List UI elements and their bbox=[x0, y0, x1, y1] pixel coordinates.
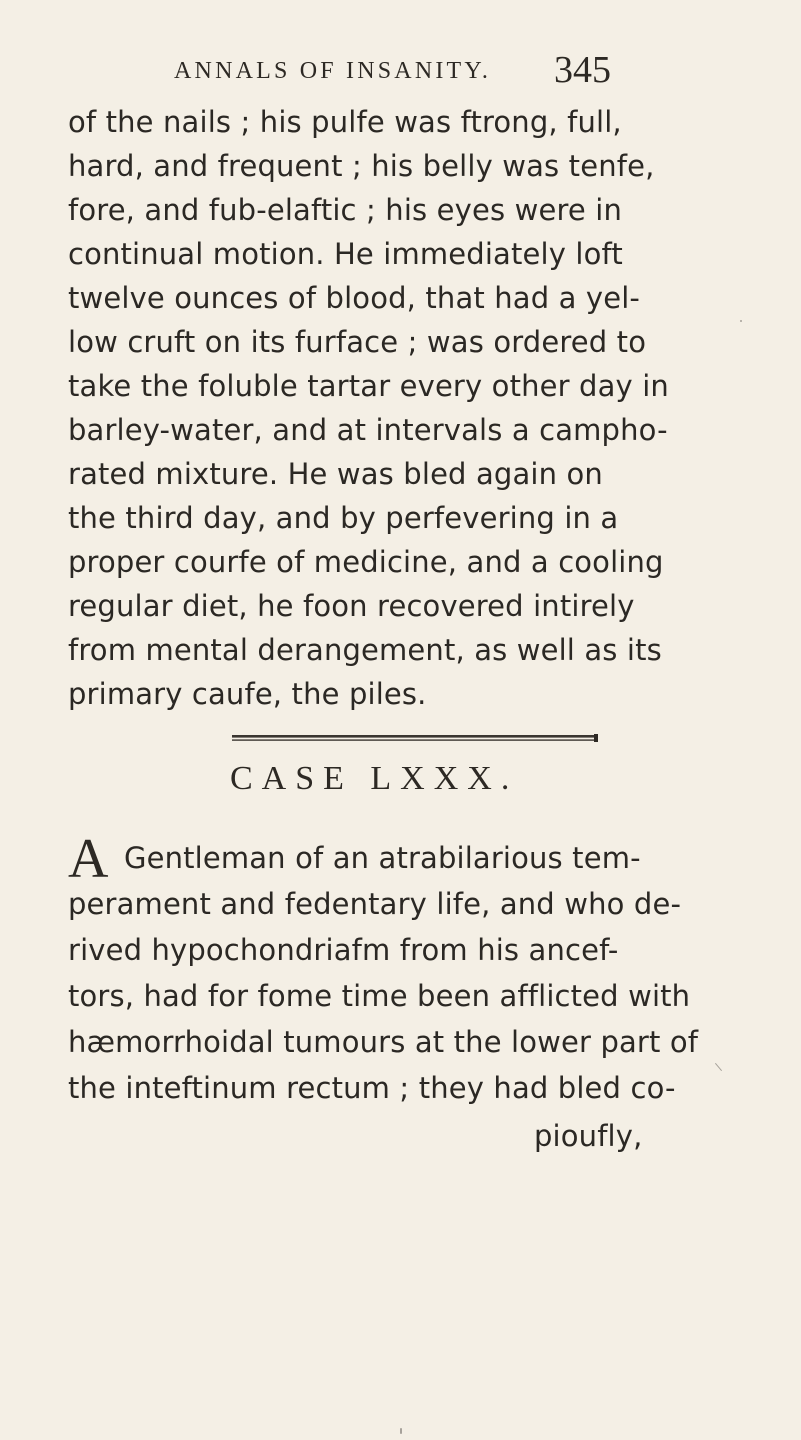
text-line: low cruft on its furface ; was ordered to bbox=[68, 325, 647, 359]
text-line: hæmorrhoidal tumours at the lower part of bbox=[68, 1025, 699, 1059]
text-line: the inteftinum rectum ; they had bled co- bbox=[68, 1071, 676, 1105]
text-line: regular diet, he foon recovered intirely bbox=[68, 589, 635, 623]
text-line: tors, had for fome time been afflicted with bbox=[68, 979, 691, 1013]
text-line: rived hypochondriafm from his ancef- bbox=[68, 933, 619, 967]
text-line: the third day, and by perfevering in a bbox=[68, 501, 619, 535]
text-line: rated mixture. He was bled again on bbox=[68, 457, 603, 491]
running-header bbox=[174, 49, 644, 96]
paper-speck bbox=[400, 1428, 402, 1434]
text-line: from mental derangement, as well as its bbox=[68, 633, 662, 667]
text-line: primary caufe, the piles. bbox=[68, 677, 427, 711]
divider-rule-icon bbox=[232, 734, 598, 744]
running-title: ANNALS OF INSANITY. bbox=[174, 58, 492, 84]
paper-speck bbox=[715, 1063, 722, 1071]
text-line: barley-water, and at intervals a campho- bbox=[68, 413, 668, 447]
text-line: take the foluble tartar every other day in bbox=[68, 369, 669, 403]
section-divider bbox=[232, 734, 598, 744]
text-line: hard, and frequent ; his belly was tenfe, bbox=[68, 149, 655, 183]
text-line: Gentleman of an atrabilarious tem- bbox=[124, 841, 641, 875]
page-number: 345 bbox=[554, 49, 611, 91]
text-line: fore, and fub-elaftic ; his eyes were in bbox=[68, 193, 622, 227]
catchword: pioufly, bbox=[534, 1119, 643, 1153]
drop-initial: A bbox=[68, 828, 109, 890]
case-heading: CASE LXXX. bbox=[230, 760, 519, 797]
text-line: perament and fedentary life, and who de- bbox=[68, 887, 682, 921]
text-line: continual motion. He immediately loft bbox=[68, 237, 623, 271]
paper-speck bbox=[740, 320, 742, 322]
text-line: of the nails ; his pulfe was ftrong, full, bbox=[68, 105, 622, 139]
text-line: twelve ounces of blood, that had a yel- bbox=[68, 281, 641, 315]
text-line: proper courfe of medicine, and a cooling bbox=[68, 545, 664, 579]
